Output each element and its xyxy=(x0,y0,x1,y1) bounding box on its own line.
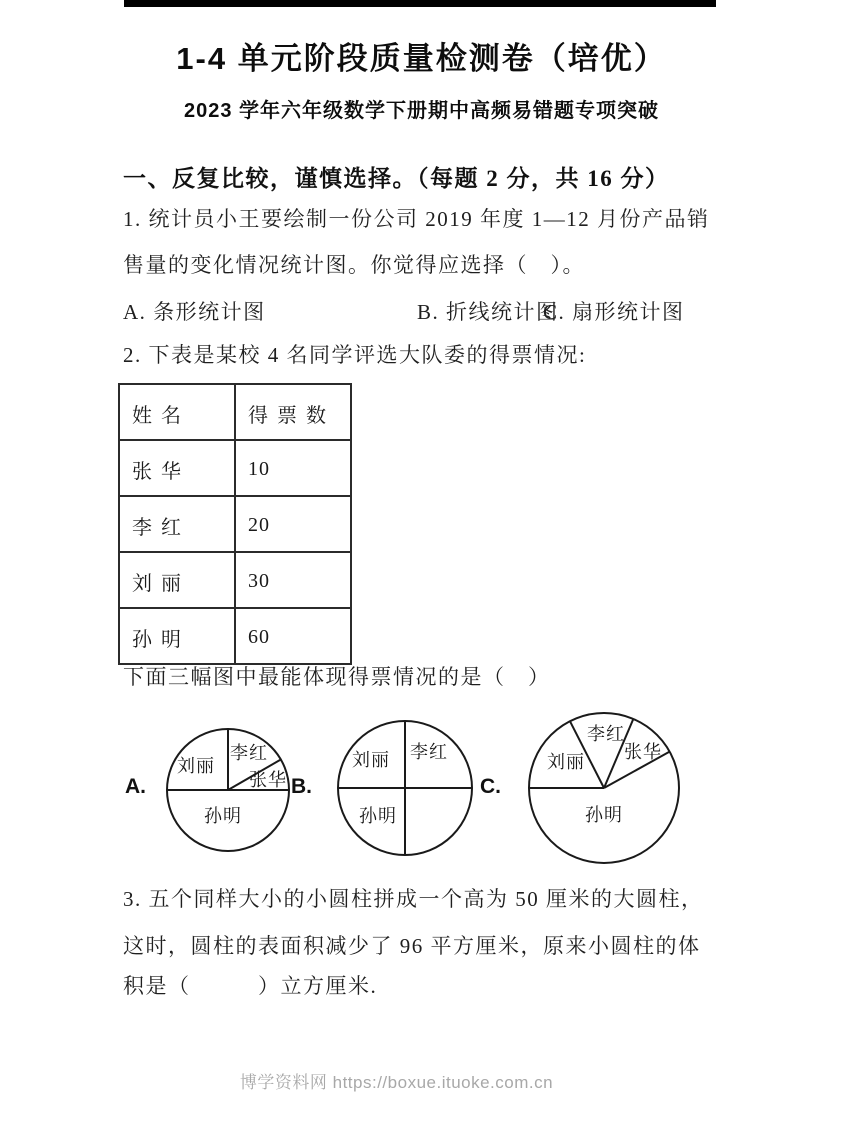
pie-slice-label: 李红 xyxy=(587,724,625,744)
pie-slice-label: 刘丽 xyxy=(177,756,215,776)
page-title: 1-4 单元阶段质量检测卷（培优） xyxy=(176,41,667,76)
question-3-line-2: 这时，圆柱的表面积减少了 96 平方厘米，原来小圆柱的体 xyxy=(123,934,701,958)
question-1-line-2: 售量的变化情况统计图。你觉得应选择（ ）。 xyxy=(123,253,585,277)
table-header-cell: 得票数 xyxy=(235,384,351,440)
pie-slice-label: 孙明 xyxy=(359,806,397,826)
pie-chart-a xyxy=(167,729,289,851)
top-border-rule xyxy=(124,0,716,7)
pie-slice-label: 孙明 xyxy=(204,806,242,826)
table-row xyxy=(119,552,351,608)
pie-option-label: A. xyxy=(125,775,146,798)
vote-table-body xyxy=(119,384,351,664)
pie-chart-c xyxy=(529,713,679,863)
table-cell: 60 xyxy=(235,608,351,664)
option-c: C. 扇形统计图 xyxy=(543,300,685,324)
table-row xyxy=(119,608,351,664)
table-cell: 刘丽 xyxy=(119,552,235,608)
pie-chart-b xyxy=(338,721,472,855)
option-b: B. 折线统计图 xyxy=(417,300,559,324)
pie-charts-svg xyxy=(100,690,720,890)
table-cell: 张华 xyxy=(119,440,235,496)
table-header-cell: 姓名 xyxy=(119,384,235,440)
pie-slice-label: 李红 xyxy=(230,743,268,763)
pie-slice-label: 孙明 xyxy=(585,805,623,825)
pie-slice-label: 张华 xyxy=(624,742,662,762)
vote-table xyxy=(118,383,352,665)
question-2-prompt: 下面三幅图中最能体现得票情况的是（ ） xyxy=(123,665,551,689)
pie-slice-label: 李红 xyxy=(410,742,448,762)
pie-slice-label: 刘丽 xyxy=(352,750,390,770)
pie-option-label: B. xyxy=(291,775,312,798)
question-3-line-1: 3. 五个同样大小的小圆柱拼成一个高为 50 厘米的大圆柱， xyxy=(123,887,704,911)
question-2-intro: 2. 下表是某校 4 名同学评选大队委的得票情况: xyxy=(123,343,587,367)
pie-slice-label: 刘丽 xyxy=(547,752,585,772)
page-subtitle: 2023 学年六年级数学下册期中高频易错题专项突破 xyxy=(183,100,660,122)
table-row xyxy=(119,496,351,552)
pie-slice-label: 张华 xyxy=(249,770,287,790)
table-cell: 李红 xyxy=(119,496,235,552)
table-header-row xyxy=(119,384,351,440)
table-cell: 10 xyxy=(235,440,351,496)
table-cell: 孙明 xyxy=(119,608,235,664)
question-1-line-1: 1. 统计员小王要绘制一份公司 2019 年度 1—12 月份产品销 xyxy=(123,207,710,231)
section-heading: 一、反复比较，谨慎选择。（每题 2 分，共 16 分） xyxy=(123,166,670,191)
option-a: A. 条形统计图 xyxy=(123,300,266,324)
footer-watermark: 博学资料网 https://boxue.ituoke.com.cn xyxy=(239,1073,554,1092)
question-3-line-3: 积是（ ）立方厘米. xyxy=(123,974,378,998)
pie-option-label: C. xyxy=(480,775,501,798)
table-cell: 20 xyxy=(235,496,351,552)
table-row xyxy=(119,440,351,496)
table-cell: 30 xyxy=(235,552,351,608)
